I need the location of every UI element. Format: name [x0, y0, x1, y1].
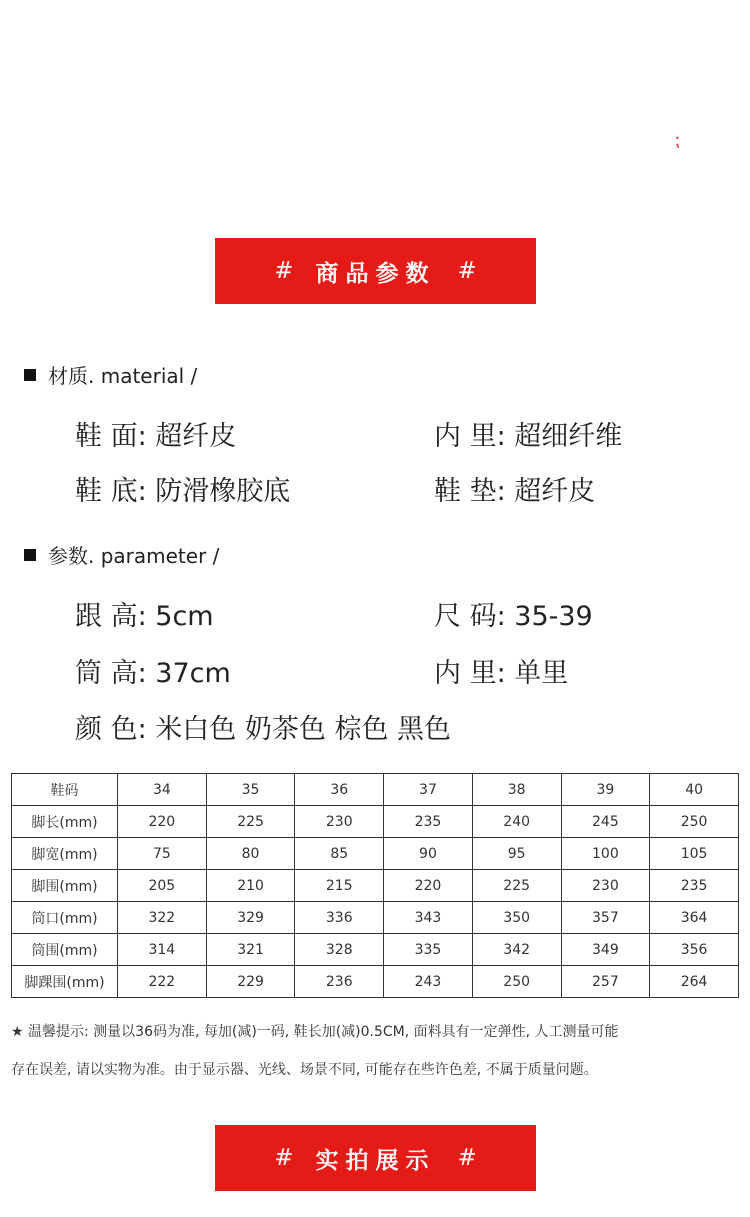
- size-cell: 364: [650, 902, 739, 934]
- size-cell: 85: [295, 838, 384, 870]
- size-cell: 229: [206, 966, 295, 998]
- size-cell: 220: [384, 870, 473, 902]
- spec-label: 鞋 垫:: [434, 476, 506, 507]
- size-cell: 250: [472, 966, 561, 998]
- size-cell: 335: [384, 934, 473, 966]
- banner-hash-left: #: [274, 258, 294, 284]
- spec-label: 内 里:: [434, 421, 506, 452]
- size-cell: 90: [384, 838, 473, 870]
- spec-sole: [75, 469, 290, 508]
- size-cell: 257: [561, 966, 650, 998]
- decor-mark: ⁏: [674, 130, 681, 151]
- size-cell: 343: [384, 902, 473, 934]
- spec-label: 鞋 底:: [75, 476, 147, 507]
- spec-lining-type: [434, 651, 568, 690]
- size-cell: 240: [472, 806, 561, 838]
- size-cell: 95: [472, 838, 561, 870]
- size-cell: 35: [206, 774, 295, 806]
- size-chart-table: [11, 773, 739, 998]
- size-cell: 322: [118, 902, 207, 934]
- real-photos-banner: [215, 1125, 536, 1191]
- size-cell: 80: [206, 838, 295, 870]
- row-label-cell: 筒围(mm): [12, 934, 118, 966]
- size-cell: 205: [118, 870, 207, 902]
- size-cell: 75: [118, 838, 207, 870]
- size-cell: 38: [472, 774, 561, 806]
- size-cell: 100: [561, 838, 650, 870]
- size-cell: 321: [206, 934, 295, 966]
- tip-note-line-2: 存在误差, 请以实物为准。由于显示器、光线、场景不同, 可能存在些许色差, 不属于质量问题。: [11, 1062, 598, 1078]
- row-label-cell: 脚宽(mm): [12, 838, 118, 870]
- size-cell: 225: [206, 806, 295, 838]
- table-row: [12, 870, 739, 902]
- table-row: [12, 806, 739, 838]
- square-bullet-icon: [24, 549, 36, 561]
- banner-title: 商品参数: [315, 260, 436, 287]
- spec-shaft-height: [75, 651, 231, 690]
- row-label-cell: 脚踝围(mm): [12, 966, 118, 998]
- size-cell: 40: [650, 774, 739, 806]
- size-cell: 245: [561, 806, 650, 838]
- tip-note-line-1: ★ 温馨提示: 测量以36码为准, 每加(减)一码, 鞋长加(减)0.5CM, 面料具有一定弹性, 人工测量可能: [11, 1024, 619, 1040]
- spec-size-range: [434, 594, 593, 633]
- banner-hash-right: #: [457, 258, 477, 284]
- table-row: [12, 934, 739, 966]
- spec-value: 超纤皮: [514, 476, 596, 507]
- banner-hash-left: #: [274, 1145, 294, 1171]
- table-row: [12, 838, 739, 870]
- table-row: [12, 902, 739, 934]
- spec-value: 超细纤维: [514, 421, 623, 452]
- spec-heel-height: [75, 594, 214, 633]
- spec-label: 筒 高:: [75, 658, 147, 689]
- spec-label: 颜 色:: [75, 714, 147, 745]
- row-label-cell: 鞋码: [12, 774, 118, 806]
- spec-value: 37cm: [155, 658, 231, 689]
- table-row: [12, 966, 739, 998]
- spec-insole: [434, 469, 595, 508]
- parameter-heading: [24, 540, 219, 569]
- spec-value: 超纤皮: [155, 421, 237, 452]
- size-cell: 39: [561, 774, 650, 806]
- table-header-row: [12, 774, 739, 806]
- size-cell: 250: [650, 806, 739, 838]
- spec-value: 35-39: [514, 601, 593, 632]
- spec-lining: [434, 414, 622, 453]
- size-cell: 230: [561, 870, 650, 902]
- row-label-cell: 脚长(mm): [12, 806, 118, 838]
- product-params-banner: [215, 238, 536, 304]
- material-heading-text: 材质. material /: [48, 364, 198, 388]
- spec-value: 5cm: [155, 601, 214, 632]
- size-cell: 357: [561, 902, 650, 934]
- spec-value: 单里: [514, 658, 569, 689]
- size-cell: 329: [206, 902, 295, 934]
- size-cell: 220: [118, 806, 207, 838]
- size-cell: 349: [561, 934, 650, 966]
- row-label-cell: 脚围(mm): [12, 870, 118, 902]
- spec-label: 尺 码:: [434, 601, 506, 632]
- size-cell: 37: [384, 774, 473, 806]
- size-cell: 235: [384, 806, 473, 838]
- size-cell: 34: [118, 774, 207, 806]
- size-cell: 105: [650, 838, 739, 870]
- size-cell: 342: [472, 934, 561, 966]
- banner-hash-right: #: [457, 1145, 477, 1171]
- size-cell: 222: [118, 966, 207, 998]
- size-cell: 243: [384, 966, 473, 998]
- size-cell: 36: [295, 774, 384, 806]
- size-cell: 356: [650, 934, 739, 966]
- parameter-heading-text: 参数. parameter /: [48, 544, 220, 568]
- spec-label: 鞋 面:: [75, 421, 147, 452]
- size-cell: 350: [472, 902, 561, 934]
- size-cell: 235: [650, 870, 739, 902]
- square-bullet-icon: [24, 369, 36, 381]
- material-heading: [24, 360, 197, 389]
- size-cell: 215: [295, 870, 384, 902]
- size-cell: 314: [118, 934, 207, 966]
- size-cell: 230: [295, 806, 384, 838]
- size-cell: 336: [295, 902, 384, 934]
- spec-value: 防滑橡胶底: [155, 476, 291, 507]
- spec-label: 跟 高:: [75, 601, 147, 632]
- row-label-cell: 筒口(mm): [12, 902, 118, 934]
- size-cell: 225: [472, 870, 561, 902]
- size-cell: 236: [295, 966, 384, 998]
- spec-upper: [75, 414, 236, 453]
- spec-colors: [75, 707, 451, 746]
- size-cell: 210: [206, 870, 295, 902]
- banner-title: 实拍展示: [315, 1147, 436, 1174]
- size-cell: 328: [295, 934, 384, 966]
- spec-value: 米白色 奶茶色 棕色 黑色: [155, 714, 452, 745]
- spec-label: 内 里:: [434, 658, 506, 689]
- size-cell: 264: [650, 966, 739, 998]
